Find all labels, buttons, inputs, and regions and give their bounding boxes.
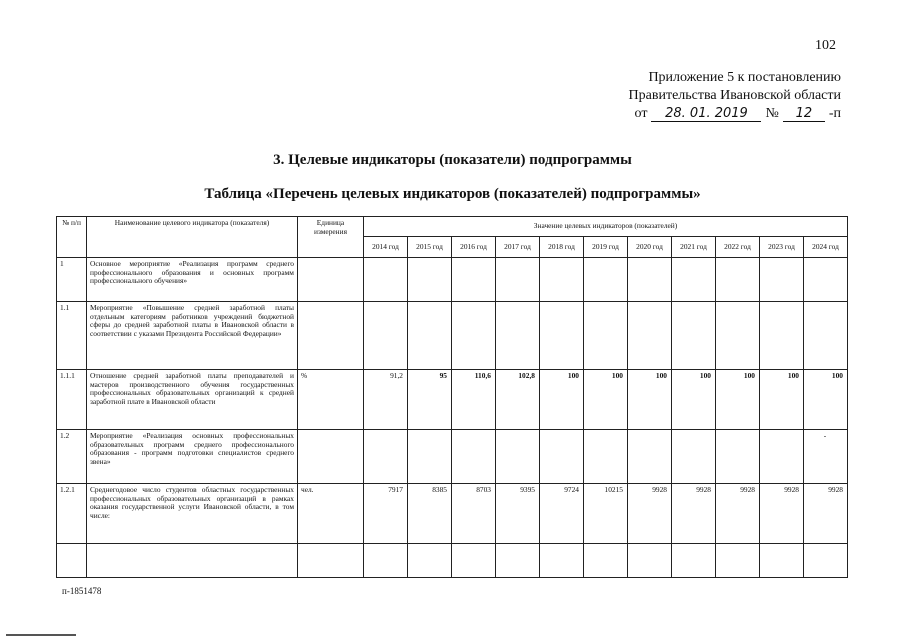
- row-value: 95: [408, 370, 452, 430]
- header-year: 2021 год: [672, 237, 716, 258]
- row-num: 1: [57, 258, 87, 302]
- footer-code: п-1851478: [62, 586, 102, 596]
- row-name: Основное мероприятие «Реализация программ среднего профессионального образования и основных программ профессионального обучения»: [87, 258, 298, 302]
- page-number: 102: [815, 38, 836, 53]
- row-value: [672, 302, 716, 370]
- appendix-line-2: Правительства Ивановской области: [628, 88, 841, 103]
- row-value: 9928: [760, 484, 804, 544]
- header-year: 2022 год: [716, 237, 760, 258]
- row-value: [540, 258, 584, 302]
- row-value: [760, 302, 804, 370]
- row-value: [496, 302, 540, 370]
- row-value: [584, 258, 628, 302]
- row-num: [57, 544, 87, 578]
- row-value: [540, 302, 584, 370]
- number-suffix: -п: [828, 106, 841, 121]
- row-value: [408, 302, 452, 370]
- row-value: [408, 258, 452, 302]
- row-value: [804, 544, 848, 578]
- table-row: [57, 430, 848, 484]
- row-value: 9395: [496, 484, 540, 544]
- row-value: [716, 430, 760, 484]
- row-value: [584, 430, 628, 484]
- row-value: [672, 544, 716, 578]
- row-value: [672, 430, 716, 484]
- row-value: [804, 258, 848, 302]
- row-num: 1.2: [57, 430, 87, 484]
- row-num: 1.2.1: [57, 484, 87, 544]
- header-year: 2017 год: [496, 237, 540, 258]
- bottom-rule: [6, 634, 76, 636]
- header-year: 2016 год: [452, 237, 496, 258]
- row-value: 8385: [408, 484, 452, 544]
- row-value: [672, 258, 716, 302]
- row-num: 1.1: [57, 302, 87, 370]
- row-value: [760, 258, 804, 302]
- row-value: 8703: [452, 484, 496, 544]
- row-value: [364, 544, 408, 578]
- row-value: [364, 258, 408, 302]
- row-unit: [298, 302, 364, 370]
- table-row: [57, 258, 848, 302]
- header-values: Значение целевых индикаторов (показателей): [364, 217, 848, 237]
- header-year: 2024 год: [804, 237, 848, 258]
- row-value: 9724: [540, 484, 584, 544]
- row-value: -: [804, 430, 848, 484]
- row-value: [364, 302, 408, 370]
- row-value: [584, 544, 628, 578]
- row-value: [408, 430, 452, 484]
- row-value: [760, 430, 804, 484]
- indicators-table: [56, 216, 848, 578]
- row-value: 7917: [364, 484, 408, 544]
- row-unit: [298, 258, 364, 302]
- section-title: 3. Целевые индикаторы (показатели) подпрограммы: [273, 152, 632, 168]
- row-value: [452, 544, 496, 578]
- handwritten-date: 28. 01. 2019: [651, 107, 761, 122]
- row-value: [628, 544, 672, 578]
- row-value: [452, 258, 496, 302]
- row-value: 9928: [628, 484, 672, 544]
- table-row: [57, 484, 848, 544]
- row-value: [364, 430, 408, 484]
- table-row: [57, 370, 848, 430]
- row-value: 100: [760, 370, 804, 430]
- row-value: [716, 302, 760, 370]
- row-value: 10215: [584, 484, 628, 544]
- row-value: [452, 430, 496, 484]
- table-body: [57, 258, 848, 578]
- row-value: [408, 544, 452, 578]
- row-value: [804, 302, 848, 370]
- row-unit: %: [298, 370, 364, 430]
- row-value: [584, 302, 628, 370]
- row-value: 100: [672, 370, 716, 430]
- row-value: [452, 302, 496, 370]
- header-year: 2018 год: [540, 237, 584, 258]
- row-value: 9928: [716, 484, 760, 544]
- row-value: 110,6: [452, 370, 496, 430]
- from-label: от: [634, 106, 648, 121]
- row-value: 100: [584, 370, 628, 430]
- row-name: Мероприятие «Повышение средней заработной платы отдельным категориям работников учреждений бюджетной сферы до средней заработной платы в Ивановской области в соответствии с указами Президента Российской Федерации»: [87, 302, 298, 370]
- row-name: [87, 544, 298, 578]
- header-year: 2015 год: [408, 237, 452, 258]
- row-unit: чел.: [298, 484, 364, 544]
- row-value: [540, 544, 584, 578]
- appendix-date-number-line: [635, 106, 841, 122]
- row-value: [540, 430, 584, 484]
- table-row: [57, 302, 848, 370]
- row-value: [496, 544, 540, 578]
- row-value: [628, 430, 672, 484]
- row-unit: [298, 544, 364, 578]
- row-num: 1.1.1: [57, 370, 87, 430]
- row-value: [628, 258, 672, 302]
- header-year: 2014 год: [364, 237, 408, 258]
- row-value: 100: [628, 370, 672, 430]
- row-value: 102,8: [496, 370, 540, 430]
- row-value: 100: [804, 370, 848, 430]
- handwritten-number: 12: [783, 107, 825, 122]
- row-value: 100: [540, 370, 584, 430]
- table-row: [57, 544, 848, 578]
- row-value: [716, 258, 760, 302]
- row-value: 9928: [672, 484, 716, 544]
- header-year: 2020 год: [628, 237, 672, 258]
- table-title: Таблица «Перечень целевых индикаторов (показателей) подпрограммы»: [204, 186, 701, 202]
- header-num: № п/п: [57, 217, 87, 258]
- number-label: №: [765, 106, 779, 121]
- row-unit: [298, 430, 364, 484]
- header-year: 2023 год: [760, 237, 804, 258]
- row-value: [628, 302, 672, 370]
- row-name: Отношение средней заработной платы преподавателей и мастеров производственного обучения государственных профессиональных образовательных организаций к средней заработной плате в Ивановской области: [87, 370, 298, 430]
- row-name: Среднегодовое число студентов областных государственных профессиональных образовательных организаций в рамках оказания государственной услуги Ивановской области, в том числе:: [87, 484, 298, 544]
- appendix-line-1: Приложение 5 к постановлению: [648, 70, 841, 85]
- header-name: Наименование целевого индикатора (показателя): [87, 217, 298, 258]
- row-value: [760, 544, 804, 578]
- row-value: 91,2: [364, 370, 408, 430]
- header-year: 2019 год: [584, 237, 628, 258]
- row-value: [496, 258, 540, 302]
- row-name: Мероприятие «Реализация основных профессиональных образовательных программ среднего профессионального образования - программ подготовки специалистов среднего звена»: [87, 430, 298, 484]
- row-value: 100: [716, 370, 760, 430]
- header-unit: Единица измерения: [298, 217, 364, 258]
- row-value: [716, 544, 760, 578]
- row-value: [496, 430, 540, 484]
- row-value: 9928: [804, 484, 848, 544]
